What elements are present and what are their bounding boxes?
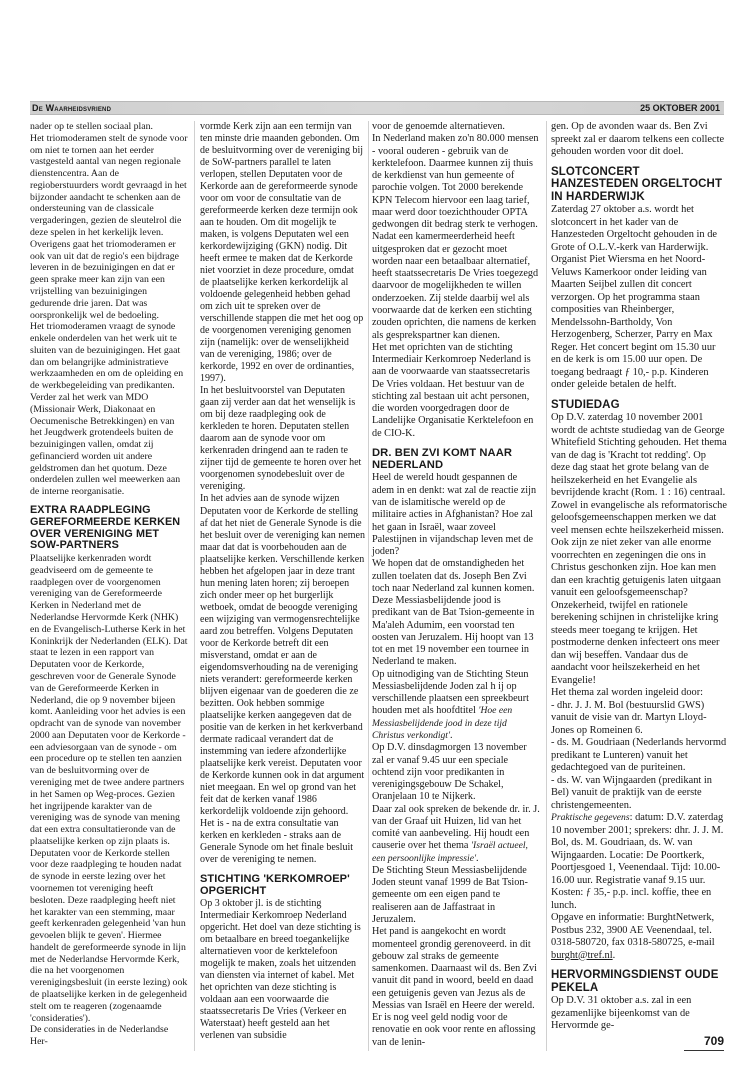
- causerie-title: 'Israël actueel, een persoonlijke impressie': [372, 840, 528, 864]
- paragraph: Het pand is aangekocht en wordt momenteel grondig gerenoveerd. in dit gebouw zal straks de gemeente samenkomen. Daarnaast wil ds. Ben Zvi vanuit dit pand in woord, beeld en daad een getuigenis geven van Jezus als de Messias van Israël en Heere der wereld.: [372, 926, 537, 1011]
- paragraph: Op D.V. dinsdagmorgen 13 november zal er vanaf 9.45 uur een speciale ochtend zijn voor predikanten in verenigingsgebouw De Schakel, Oranjelaan 10 te Nijkerk.: [372, 742, 527, 803]
- paragraph: Het met oprichten van de stichting Intermediair Kerkomroep Nederland is aan de voorwaarde van staatssecretaris De Vries voldaan. Het bestuur van de stichting zal bestaan uit acht personen, die worden voorgedragen door de Landelijke Organisatie Kerktelefoon en de CIO-K.: [372, 341, 534, 439]
- paragraph: Zaterdag 27 oktober a.s. wordt het slotconcert in het kader van de Hanzesteden Orgeltocht gehouden in de Grote of O.L.V.-kerk van Harderwijk. Organist Piet Wiersma en het Noord-Veluws Kamerkoor onder leiding van Maarten Seijbel zullen dit concert verzorgen. Op het programma staan composities van Rheinberger, Mendelssohn-Bartholdy, Von Herzogenberg, Scherzer, Parry en Max Reger. Het concert begint om 15.30 uur en de kerk is om 15.00 uur open. De toegang bedraagt ƒ 10,- p.p. Kinderen onder geleide betalen de helft.: [551, 204, 718, 390]
- column-1: [30, 121, 188, 1048]
- paragraph: Het triomoderamen stelt de synode voor om niet te tornen aan het eerder vastgesteld aantal van negen regionale dienstencentra. Aan de regioberstuurders wordt gevraagd in het bijzonder aandacht te schenken aan de ondersteuning van de classicale vergaderingen, gezien de sleutelrol die deze spelen in het kerkelijk leven. Overigens gaat het triomoderamen er ook van uit dat de regio's een bijdrage leveren in de bezuinigingen en dat er geen sprake meer kan zijn van een vrijstelling van bezuinigingen gedurende drie jaren. Dat was oorspronkelijk wel de bedoeling.: [30, 132, 188, 321]
- lecture-title: 'Hoe een Messiasbelijdende jood in deze tijd Christus verkondigt': [372, 705, 513, 742]
- paragraph: Op 3 oktober jl. is de stichting Intermediair Kerkomroep Nederland opgericht. Het doel van deze stichting is om betaalbare en breed toegankelijke alternatieven voor de kerktelefoon mogelijk te maken, zoals het uitzenden van diensten via internet of kabel. Met het oprichten van deze stichting is voldaan aan een voorwaarde die staatssecretaris De Vries (Verkeer en Waterstaat) heeft gesteld aan het verlenen van subsidie: [200, 898, 361, 1042]
- paragraph: [372, 669, 540, 743]
- column-divider: [194, 121, 195, 1051]
- label: Praktische gegevens: [551, 812, 630, 823]
- paragraph: Op D.V. 31 oktober a.s. zal in een gezamenlijke bijeenkomst van de Hervormde ge-: [551, 995, 692, 1031]
- column-divider: [368, 121, 369, 1051]
- paragraph: In het advies aan de synode wijzen Deputaten voor de Kerkorde de stelling af dat het niet de Generale Synode is die het besluit over de vereniging kan nemen maar dat dat is voorbehouden aan de plaatselijke kerken. Verschillende kerken hebben het afgelopen jaar in deze trant hun mening laten horen; zij beroepen zich onder meer op het burgerlijk wetboek, omdat de beoogde vereniging een wijziging van vermogensrechtelijke aard zou betreffen. Volgens Deputaten voor de Kerkorde betreft dit een misverstand, omdat er aan de eigendomsverhouding na de vereniging niets verandert: gereformeerde kerken blijven eigenaar van de goederen die ze bezitten. Ook hebben sommige plaatselijke kerken aangegeven dat de positie van de kerken in het kerkverband dermate radicaal verandert dat de instemming van iedere afzonderlijke plaatselijke kerk vereist. Deputaten voor de Kerkorde kunnen ook in dat argument niet meegaan. En wel op grond van het feit dat de kerken vanaf 1986 kerkordelijk voldoende zijn gehoord. Het is - na de extra consultatie van kerken en kerkleden - straks aan de Generale Synode om het finale besluit over de vereniging te nemen.: [200, 493, 365, 865]
- text: : datum: D.V. zaterdag 10 november 2001; sprekers: dhr. J. J. M. Bol, ds. M. Goudriaan, ds. W. van Wijngaarden. Locatie: De Poortkerk, Poortjesgoed 1, Veenendaal. Tijd: 10.00-16.00 uur. Registratie vanaf 9.15 uur. Kosten: ƒ 35,- p.p. incl. koffie, thee en lunch.: [551, 812, 724, 911]
- paragraph: gen. Op de avonden waar ds. Ben Zvi spreekt zal er daarom telkens een collecte gehouden worden voor dit doel.: [551, 121, 725, 157]
- paragraph: In het besluitvoorstel van Deputaten gaan zij verder aan dat het wenselijk is om bij deze raadpleging ook de kerkleden te horen. Deputaten stellen daarom aan de synode voor om kerkenraden dringend aan te raden te zijner tijd de gemeente te horen over het voorgenomen synodebesluit over de vereniging.: [200, 385, 362, 493]
- paragraph: voor de genoemde alternatieven.: [372, 121, 505, 132]
- paragraph: Heel de wereld houdt gespannen de adem in en denkt: wat zal de reactie zijn van de islamitische wereld op de militaire acties in Afghanistan? Hoe zal het gaan in Israël, waar zoveel Palestijnen in vijandschap leven met de joden?: [372, 472, 537, 558]
- running-header: [30, 101, 724, 115]
- paragraph: De consideraties in de Nederlandse Her-: [30, 1024, 169, 1048]
- column-3: [372, 121, 540, 1049]
- publication-title: De Waarheidsvriend: [32, 103, 112, 113]
- section-heading: STICHTING 'KERKOMROEP' OPGERICHT: [200, 872, 350, 897]
- text: Daar zal ook spreken de bekende dr. ir. J. van der Graaf uit Huizen, lid van het comité van aanbeveling. Hij houdt een causerie over het thema: [372, 803, 540, 852]
- section-heading: EXTRA RAADPLEGING GEREFORMEERDE KERKEN OVER VERENIGING MET SOW-PARTNERS: [30, 504, 181, 552]
- paragraph: In Nederland maken zo'n 80.000 mensen - vooral ouderen - gebruik van de kerktelefoon. Daarmee kunnen zij thuis de kerkdienst van hun gemeente of parochie volgen. Tot 2000 berekende KPN Telecom hiervoor een laag tarief, maar werd door toezichthouder OPTA gedwongen dit bedrag sterk te verhogen. Nadat een kamermeerderheid heeft uitgesproken dat er gezocht moet worden naar een betaalbaar alternatief, heeft staatssecretaris De Vries toegezegd daarvoor de mogelijkheden te willen onderzoeken. Zij stelde daarbij wel als voorwaarde dat de kerken een stichting zouden oprichten, die namens de kerken als gesprekspartner kan dienen.: [372, 133, 539, 341]
- issue-date: 25 OKTOBER 2001: [640, 103, 720, 113]
- text: .: [476, 852, 479, 864]
- paragraph: Het triomoderamen vraagt de synode enkele onderdelen van het werk uit te sluiten van de bezuinigingen. Het gaat dan om belangrijke administratieve werkzaamheden en om de opleiding en de werkbegeleiding van predikanten. Verder zal het werk van MDO (Missionair Werk, Diakonaat en Oecumenische Betrekkingen) en van het Jeugdwerk grotendeels buiten de bezuinigingen vallen, omdat zij gefinancierd worden uit andere geldstromen dan het quotum. Deze onderdelen zullen wel meewerken aan de interne reorganisatie.: [30, 321, 184, 498]
- column-divider: [546, 121, 547, 1051]
- column-4: [551, 121, 727, 1033]
- paragraph: nader op te stellen sociaal plan.: [30, 121, 153, 132]
- text: Opgave en informatie: BurghtNetwerk, Postbus 232, 3900 AE Veenendaal, tel. 0318-580720, fax 0318-580725, e-mail: [551, 912, 715, 948]
- text: .: [450, 730, 453, 742]
- column-2: [200, 121, 365, 1042]
- paragraph: We hopen dat de omstandigheden het zullen toelaten dat ds. Joseph Ben Zvi toch naar Nederland zal kunnen komen. Deze Messiasbelijdende jood is predikant van de Bat Tsion-gemeente in Ma'aleh Adumim, een voorstad ten oosten van Jeruzalem. Hij hoopt van 13 tot en met 19 november een tournee in Nederland te maken.: [372, 558, 535, 668]
- paragraph: vormde Kerk zijn aan een termijn van ten minste drie maanden gebonden. Om de besluitvorming over de vereniging bij de SoW-partners parallel te laten verlopen, stellen Deputaten voor de Kerkorde aan de gereformeerde synode voor om voor de consultatie van de gereformeerde kerken deze termijn ook aan te houden. Om dit mogelijk te maken, is volgens Deputaten wel een kerkordewijziging (GKN) nodig. Dit heeft ermee te maken dat de Kerkorde niet voorziet in deze procedure, omdat de plaatselijke kerken kerkordelijk al voldoende gelegenheid hebben gehad om zich uit te spreken over de verschillende stappen die met het oog op de voorgenomen vereniging genomen zijn (namelijk: over de wenselijkheid van de vereniging, 1986; over de kerkorde, 1992 en over de ordinanties, 1997).: [200, 121, 364, 385]
- paragraph: [551, 912, 727, 962]
- text: Op uitnodiging van de Stichting Steun Messiasbelijdende Joden zal h ij op verschillende plaatsen een spreekbeurt houden met als hoofdtitel: [372, 668, 529, 717]
- paragraph: Plaatselijke kerkenraden wordt geadviseerd om de gemeente te raadplegen over de voorgenomen vereniging van de Gereformeerde Kerken in Nederland met de Nederlandse Hervormde Kerk (NHK) en de Evangelisch-Lutherse Kerk in het Koninkrijk der Nederlanden (ELK). Dat staat te lezen in een rapport van Deputaten voor de Kerkorde, geschreven voor de Generale Synode van de Gereformeerde Kerken in Nederland, die op 9 november bijeen komt. Aanleiding voor het advies is een opdracht van de synode van november 2000 aan Deputaten voor de Kerkorde - een adviesorgaan van de synode - om een procedure op te stellen ten aanzien van de besluitvorming over de vereniging met de twee andere partners in het Samen op Weg-proces. Gezien het ingrijpende karakter van de vereniging was de synode van mening dat een extra consultatieronde van de plaatselijke kerken op zijn plaats is. Deputaten voor de Kerkorde stellen voor deze raadpleging te houden nadat de synode in eerste lezing over het voornemen tot vereniging heeft besloten. Deze raadpleging heeft niet het karakter van een stemming, maar geeft kerkenraden gelegenheid 'van hun gevoelen blijk te geven'. Hiermee handelt de gereformeerde synode in lijn met de Nederlandse Hervormde Kerk, die na het voorgenomen verenigingsbesluit (in eerste lezing) ook de plaatselijke kerken in de gelegenheid stelt om te reageren (zogenaamde 'consideraties').: [30, 553, 188, 1024]
- page-number: 709: [703, 1034, 724, 1048]
- page-number-rule: [684, 1050, 724, 1051]
- paragraph: [551, 812, 727, 912]
- list-item: - dhr. J. J. M. Bol (bestuurslid GWS) vanuit de visie van dr. Martyn Lloyd-Jones op Romeinen 6.: [551, 699, 707, 736]
- paragraph: Op D.V. zaterdag 10 november 2001 wordt de achtste studiedag van de George Whitefield Stichting gehouden. Het thema van de dag is 'Kracht tot redding'. Op deze dag staat het grote belang van de heilszekerheid en het Evangelie als bevrijdende kracht (Rom. 1 : 16) centraal.: [551, 412, 727, 498]
- paragraph: Zowel in evangelische als reformatorische geloofsgemeenschappen merken we dat veel mensen echte heilszekerheid missen. Ook zijn ze niet zeker van alle enorme voorrechten en zegeningen die ons in Christus geschonken zijn. Hoe kan men dan een krachtig getuigenis laten uitgaan vanuit een geloofsgemeenschap? Onzekerheid, twijfel en rationele berekening schijnen in christelijke kring steeds meer toegang te krijgen. Het postmoderne denken infecteert ons meer dan wij beseffen. Vandaar dus de aandacht voor heilszekerheid en het Evangelie!: [551, 499, 727, 686]
- paragraph: De Stichting Steun Messiasbelijdende Joden steunt vanaf 1999 de Bat Tsion-gemeente om een eigen pand te realiseren aan de Jaffastraat in Jeruzalem.: [372, 864, 528, 925]
- email-link[interactable]: burght@tref.nl: [551, 949, 613, 961]
- section-heading: DR. BEN ZVI KOMT NAAR NEDERLAND: [372, 446, 513, 472]
- section-heading: HERVORMINGSDIENST OUDE PEKELA: [551, 969, 719, 994]
- list-item: - ds. W. van Wijngaarden (predikant in Bel) vanuit de praktijk van de eerste christengemeenten.: [551, 774, 712, 811]
- paragraph: Er is nog veel geld nodig voor de renovatie en ook voor rente en aflossing van de lenin-: [372, 1012, 536, 1048]
- section-heading: SLOTCONCERT HANZESTEDEN ORGELTOCHT IN HARDERWIJK: [551, 165, 723, 203]
- list-item: - ds. M. Goudriaan (Nederlands hervormd predikant te Lunteren) vanuit het gedachtegoed van de puriteinen.: [551, 737, 727, 773]
- text: .: [612, 949, 616, 961]
- section-heading: STUDIEDAG: [551, 398, 620, 411]
- paragraph: [372, 804, 540, 865]
- paragraph: Het thema zal worden ingeleid door:: [551, 687, 704, 698]
